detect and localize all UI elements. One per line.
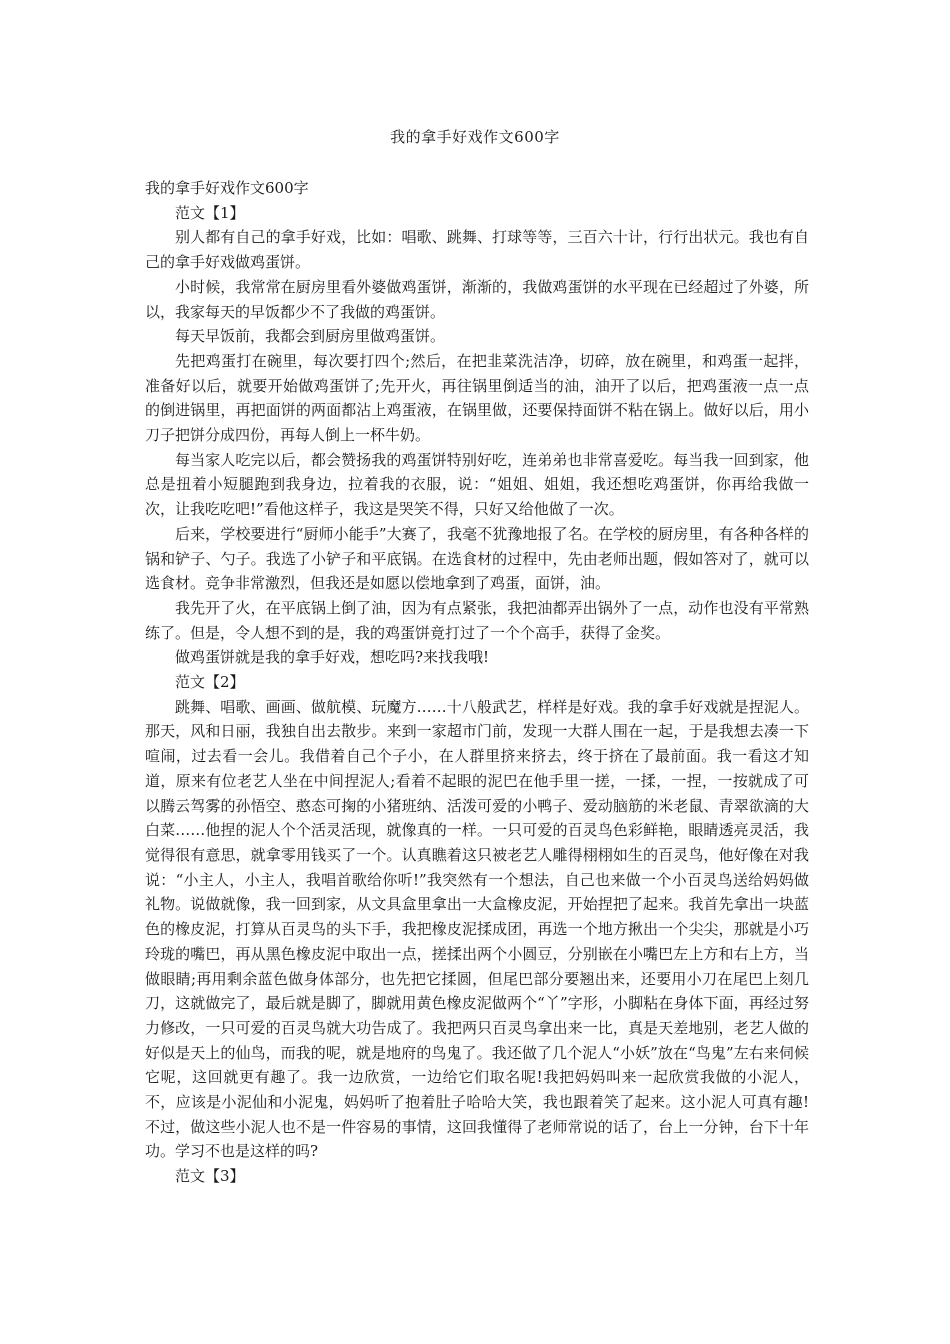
document-subtitle: 我的拿手好戏作文600字 — [145, 179, 309, 197]
paragraph: 每天早饭前，我都会到厨房里做鸡蛋饼。 — [175, 327, 446, 346]
section-heading-1: 范文【1】 — [175, 203, 245, 222]
paragraph: 小时候，我常常在厨房里看外婆做鸡蛋饼，渐渐的，我做鸡蛋饼的水平现在已经超过了外婆，所以，我家每天的早饭都少不了我做的鸡蛋饼。 — [145, 277, 809, 321]
paragraph: 先把鸡蛋打在碗里，每次要打四个;然后，在把韭菜洗洁净，切碎，放在碗里，和鸡蛋一起拌，准备好以后，就要开始做鸡蛋饼了;先开火，再往锅里倒适当的油，油开了以后，把鸡蛋液一点一点的倒进锅里，再把面饼的两面都沾上鸡蛋液，在锅里做，还要保持面饼不粘在锅上。做好以后，用小刀子把饼分成四份，再每人倒上一杯牛奶。 — [145, 351, 809, 445]
document-body — [145, 176, 809, 1189]
document-title: 我的拿手好戏作文600字 — [390, 128, 560, 146]
paragraph: 每当家人吃完以后，都会赞扬我的鸡蛋饼特别好吃，连弟弟也非常喜爱吃。每当我一回到家，他总是扭着小短腿跑到我身边，拉着我的衣服，说：“姐姐、姐姐，我还想吃鸡蛋饼，你再给我做一次，让我吃吃吧!”看他这样子，我这是哭笑不得，只好又给他做了一次。 — [145, 450, 809, 519]
paragraph: 后来，学校要进行“厨师小能手”大赛了，我毫不犹豫地报了名。在学校的厨房里，有各种各样的锅和铲子、勺子。我选了小铲子和平底锅。在选食材的过程中，先由老师出题，假如答对了，就可以选食材。竞争非常激烈，但我还是如愿以偿地拿到了鸡蛋，面饼，油。 — [145, 524, 809, 593]
section-heading-3: 范文【3】 — [175, 1167, 245, 1186]
paragraph: 别人都有自己的拿手好戏，比如：唱歌、跳舞、打球等等，三百六十计，行行出状元。我也有自己的拿手好戏做鸡蛋饼。 — [145, 228, 809, 272]
section-heading-2: 范文【2】 — [175, 673, 245, 692]
paragraph: 我先开了火，在平底锅上倒了油，因为有点紧张，我把油都弄出锅外了一点，动作也没有平常熟练了。但是，令人想不到的是，我的鸡蛋饼竟打过了一个个高手，获得了金奖。 — [145, 598, 809, 642]
paragraph: 做鸡蛋饼就是我的拿手好戏，想吃吗?来找我哦! — [175, 648, 490, 667]
paragraph: 跳舞、唱歌、画画、做航模、玩魔方……十八般武艺，样样是好戏。我的拿手好戏就是捏泥人。那天，风和日丽，我独自出去散步。来到一家超市门前，发现一大群人围在一起，于是我想去凑一下喧闹，过去看一会儿。我借着自己个子小，在人群里挤来挤去，终于挤在了最前面。我一看这才知道，原来有位老艺人坐在中间捏泥人;看着不起眼的泥巴在他手里一搓，一揉，一捏，一按就成了可以腾云驾雾的孙悟空、憨态可掬的小猪班纳、活泼可爱的小鸭子、爱动脑筋的米老鼠、青翠欲滴的大白菜……他捏的泥人个个活灵活现，就像真的一样。一只可爱的百灵鸟色彩鲜艳，眼睛透亮灵活，我觉得很有意思，就拿零用钱买了一个。认真瞧着这只被老艺人雕得栩栩如生的百灵鸟，他好像在对我说：“小主人，小主人，我唱首歌给你听!”我突然有一个想法，自己也来做一个小百灵鸟送给妈妈做礼物。说做就像，我一回到家，从文具盒里拿出一大盒橡皮泥，开始捏把了起来。我首先拿出一块蓝色的橡皮泥，打算从百灵鸟的头下手，我把橡皮泥揉成团，再选一个地方揪出一个尖尖，那就是小巧玲珑的嘴巴，再从黑色橡皮泥中取出一点，搓揉出两个小圆豆，分别嵌在小嘴巴左上方和右上方，当做眼睛;再用剩余蓝色做身体部分，也先把它揉圆，但尾巴部分要翘出来，还要用小刀在尾巴上刻几刀，这就做完了，最后就是脚了，脚就用黄色橡皮泥做两个“丫”字形，小脚粘在身体下面，再经过努力修改，一只可爱的百灵鸟就大功告成了。我把两只百灵鸟拿出来一比，真是天差地别，老艺人做的好似是天上的仙鸟，而我的呢，就是地府的鸟鬼了。我还做了几个泥人“小妖”放在“鸟鬼”左右来伺候它呢，这回就更有趣了。我一边欣赏，一边给它们取名呢!我把妈妈叫来一起欣赏我做的小泥人，不，应该是小泥仙和小泥鬼，妈妈听了抱着肚子哈哈大笑，我也跟着笑了起来。这小泥人可真有趣!不过，做这些小泥人也不是一件容易的事情，这回我懂得了老师常说的话了，台上一分钟，台下十年功。学习不也是这样的吗? — [145, 697, 809, 1161]
